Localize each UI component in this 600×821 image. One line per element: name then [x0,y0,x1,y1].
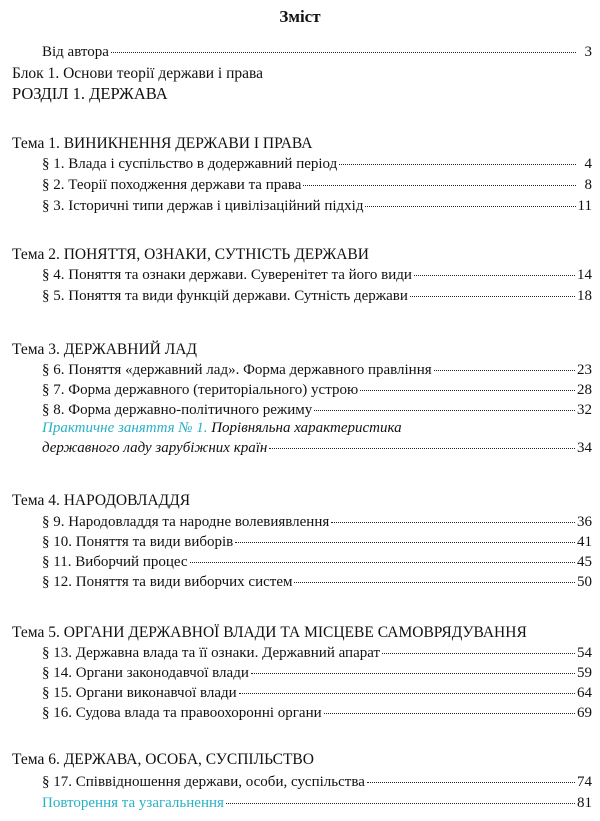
toc-entry[interactable]: § 1. Влада і суспільство в додержавний період 4 [42,156,592,172]
toc-entry[interactable]: § 9. Народовладдя та народне волевиявлення 36 [42,514,592,530]
topic-2-heading: Тема 2. ПОНЯТТЯ, ОЗНАКИ, СУТНІСТЬ ДЕРЖАВИ [12,246,369,263]
toc-title: Зміст [279,7,321,26]
toc-entry[interactable]: § 8. Форма державно-політичного режиму 32 [42,402,592,418]
practice-entry[interactable]: державного ладу зарубіжних країн 34 [42,440,592,456]
toc-entry[interactable]: § 11. Виборчий процес 45 [42,554,592,570]
topic-3-heading: Тема 3. ДЕРЖАВНИЙ ЛАД [12,341,197,358]
toc-entry[interactable]: § 16. Судова влада та правоохоронні органи 69 [42,705,592,721]
toc-entry[interactable]: § 3. Історичні типи держав і цивілізаційний підхід 11 [42,198,592,214]
toc-entry-author[interactable]: Від автора 3 [42,44,592,60]
topic-6-heading: Тема 6. ДЕРЖАВА, ОСОБА, СУСПІЛЬСТВО [12,751,314,768]
block-heading: Блок 1. Основи теорії держави і права [12,65,264,82]
toc-entry[interactable]: § 7. Форма державного (територіального) устрою 28 [42,382,592,398]
toc-entry[interactable]: § 12. Поняття та види виборчих систем 50 [42,574,592,590]
section-heading: РОЗДІЛ 1. ДЕРЖАВА [12,84,168,103]
toc-entry[interactable]: § 10. Поняття та види виборів 41 [42,534,592,550]
toc-entry[interactable]: § 13. Державна влада та її ознаки. Державний апарат 54 [42,645,592,661]
toc-entry[interactable]: § 2. Теорії походження держави та права 8 [42,177,592,193]
toc-entry[interactable]: § 4. Поняття та ознаки держави. Суверенітет та його види 14 [42,267,592,283]
toc-entry[interactable]: § 17. Співвідношення держави, особи, суспільства 74 [42,774,592,790]
practice-title-line[interactable]: Практичне заняття № 1. Порівняльна характеристика [42,420,402,436]
topic-4-heading: Тема 4. НАРОДОВЛАДДЯ [12,492,191,509]
topic-1-heading: Тема 1. ВИНИКНЕННЯ ДЕРЖАВИ І ПРАВА [12,135,313,152]
toc-entry[interactable]: § 14. Органи законодавчої влади 59 [42,665,592,681]
topic-5-heading: Тема 5. ОРГАНИ ДЕРЖАВНОЇ ВЛАДИ ТА МІСЦЕВЕ САМОВРЯДУВАННЯ [12,624,527,641]
toc-entry[interactable]: § 6. Поняття «державний лад». Форма державного правління 23 [42,362,592,378]
review-entry[interactable]: Повторення та узагальнення 81 [42,795,592,811]
toc-entry[interactable]: § 15. Органи виконавчої влади 64 [42,685,592,701]
toc-entry[interactable]: § 5. Поняття та види функцій держави. Сутність держави 18 [42,288,592,304]
